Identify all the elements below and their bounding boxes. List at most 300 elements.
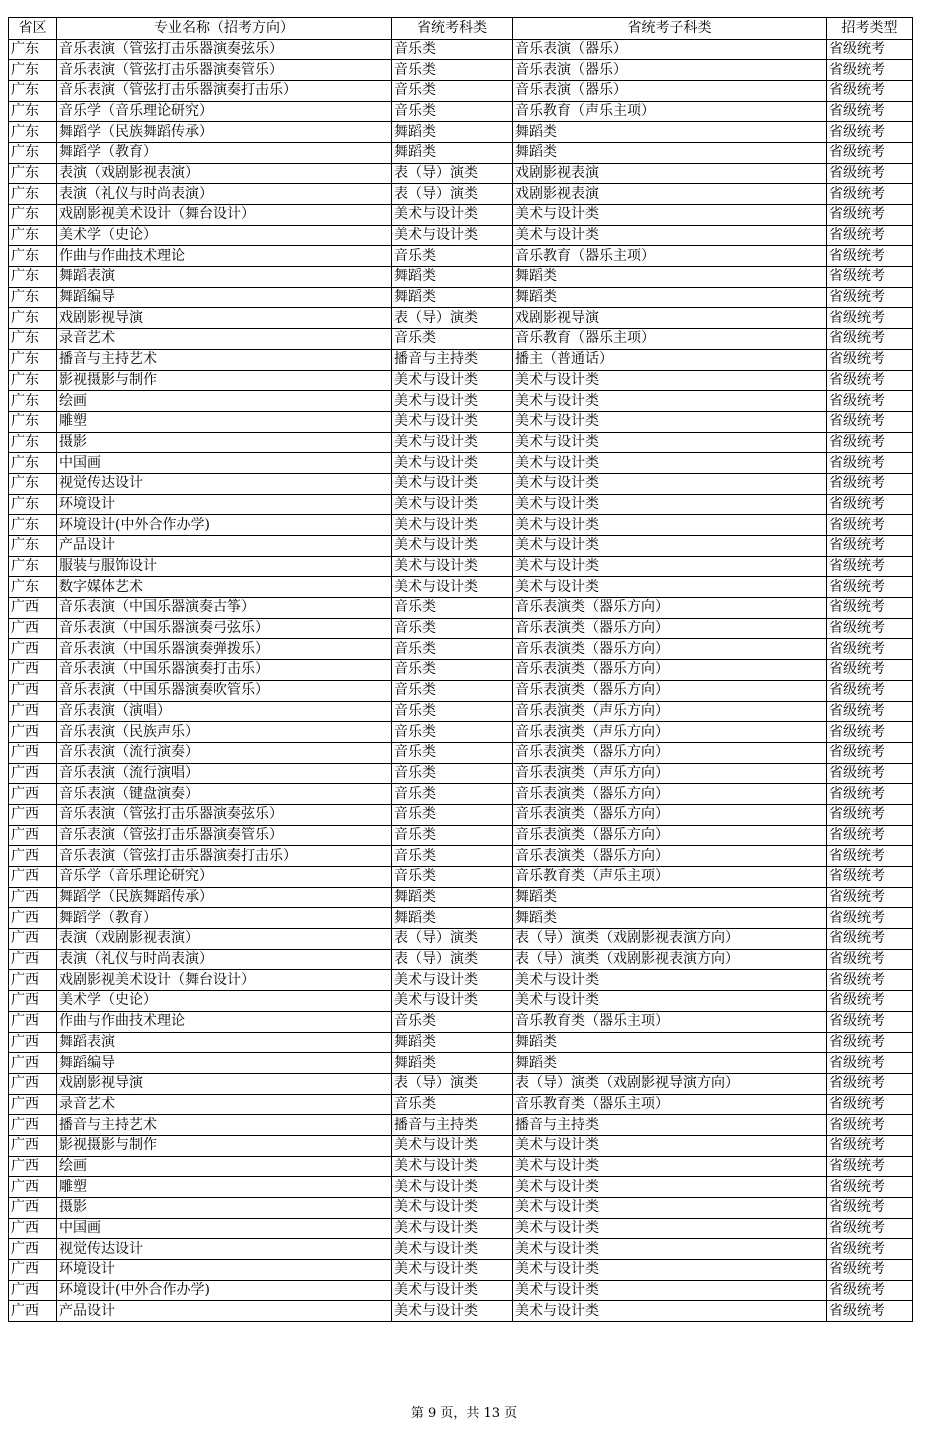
cell-exam-category: 音乐类 xyxy=(392,701,513,722)
cell-exam-category: 音乐类 xyxy=(392,825,513,846)
table-row xyxy=(9,287,913,308)
cell-admission-type: 省级统考 xyxy=(827,453,913,474)
cell-exam-category: 音乐类 xyxy=(392,60,513,81)
cell-province: 广东 xyxy=(9,577,57,598)
cell-province: 广东 xyxy=(9,267,57,288)
cell-admission-type: 省级统考 xyxy=(827,949,913,970)
cell-province: 广西 xyxy=(9,1156,57,1177)
cell-exam-subcategory: 美术与设计类 xyxy=(513,411,827,432)
cell-exam-category: 播音与主持类 xyxy=(392,1115,513,1136)
cell-exam-category: 播音与主持类 xyxy=(392,349,513,370)
cell-province: 广西 xyxy=(9,1239,57,1260)
cell-exam-subcategory: 戏剧影视表演 xyxy=(513,184,827,205)
cell-exam-category: 音乐类 xyxy=(392,804,513,825)
cell-major: 音乐学（音乐理论研究） xyxy=(57,867,392,888)
cell-province: 广西 xyxy=(9,1135,57,1156)
cell-major: 舞蹈表演 xyxy=(57,1032,392,1053)
table-row xyxy=(9,680,913,701)
cell-province: 广东 xyxy=(9,411,57,432)
cell-admission-type: 省级统考 xyxy=(827,411,913,432)
table-row xyxy=(9,205,913,226)
cell-major: 播音与主持艺术 xyxy=(57,1115,392,1136)
cell-admission-type: 省级统考 xyxy=(827,101,913,122)
cell-exam-subcategory: 美术与设计类 xyxy=(513,556,827,577)
cell-exam-category: 美术与设计类 xyxy=(392,1135,513,1156)
table-row xyxy=(9,60,913,81)
table-row xyxy=(9,908,913,929)
table-row xyxy=(9,1280,913,1301)
cell-province: 广西 xyxy=(9,660,57,681)
table-row xyxy=(9,246,913,267)
cell-exam-category: 美术与设计类 xyxy=(392,536,513,557)
cell-exam-subcategory: 播音与主持类 xyxy=(513,1115,827,1136)
table-row xyxy=(9,1053,913,1074)
table-row xyxy=(9,411,913,432)
cell-exam-category: 舞蹈类 xyxy=(392,267,513,288)
cell-province: 广西 xyxy=(9,804,57,825)
cell-province: 广西 xyxy=(9,763,57,784)
header-admission-type: 招考类型 xyxy=(827,18,913,40)
cell-province: 广西 xyxy=(9,1073,57,1094)
table-row xyxy=(9,1135,913,1156)
cell-exam-subcategory: 美术与设计类 xyxy=(513,1260,827,1281)
cell-admission-type: 省级统考 xyxy=(827,122,913,143)
cell-admission-type: 省级统考 xyxy=(827,618,913,639)
cell-exam-subcategory: 美术与设计类 xyxy=(513,1301,827,1322)
cell-province: 广东 xyxy=(9,515,57,536)
cell-exam-category: 音乐类 xyxy=(392,39,513,60)
cell-province: 广东 xyxy=(9,205,57,226)
cell-exam-category: 美术与设计类 xyxy=(392,411,513,432)
cell-province: 广西 xyxy=(9,1198,57,1219)
cell-exam-subcategory: 音乐表演类（器乐方向） xyxy=(513,804,827,825)
cell-exam-subcategory: 表（导）演类（戏剧影视表演方向） xyxy=(513,929,827,950)
table-row xyxy=(9,1177,913,1198)
cell-exam-category: 美术与设计类 xyxy=(392,1260,513,1281)
table-row xyxy=(9,225,913,246)
cell-exam-subcategory: 音乐表演类（器乐方向） xyxy=(513,742,827,763)
cell-exam-subcategory: 音乐表演类（器乐方向） xyxy=(513,598,827,619)
table-row xyxy=(9,660,913,681)
cell-province: 广东 xyxy=(9,556,57,577)
cell-major: 影视摄影与制作 xyxy=(57,370,392,391)
cell-admission-type: 省级统考 xyxy=(827,929,913,950)
cell-province: 广西 xyxy=(9,1177,57,1198)
cell-major: 舞蹈编导 xyxy=(57,1053,392,1074)
cell-admission-type: 省级统考 xyxy=(827,267,913,288)
cell-exam-subcategory: 音乐表演（器乐） xyxy=(513,39,827,60)
table-row xyxy=(9,80,913,101)
cell-admission-type: 省级统考 xyxy=(827,205,913,226)
cell-exam-category: 音乐类 xyxy=(392,660,513,681)
cell-exam-category: 音乐类 xyxy=(392,867,513,888)
cell-admission-type: 省级统考 xyxy=(827,1198,913,1219)
cell-exam-subcategory: 美术与设计类 xyxy=(513,970,827,991)
table-row xyxy=(9,618,913,639)
cell-exam-category: 美术与设计类 xyxy=(392,515,513,536)
cell-province: 广东 xyxy=(9,391,57,412)
cell-admission-type: 省级统考 xyxy=(827,370,913,391)
cell-admission-type: 省级统考 xyxy=(827,680,913,701)
cell-province: 广东 xyxy=(9,246,57,267)
table-row xyxy=(9,432,913,453)
cell-exam-category: 音乐类 xyxy=(392,763,513,784)
cell-major: 音乐表演（管弦打击乐器演奏管乐） xyxy=(57,60,392,81)
cell-exam-subcategory: 音乐教育（器乐主项） xyxy=(513,329,827,350)
table-row xyxy=(9,846,913,867)
table-row xyxy=(9,163,913,184)
cell-exam-category: 美术与设计类 xyxy=(392,1301,513,1322)
cell-exam-subcategory: 表（导）演类（戏剧影视表演方向） xyxy=(513,949,827,970)
cell-major: 雕塑 xyxy=(57,1177,392,1198)
cell-exam-category: 表（导）演类 xyxy=(392,949,513,970)
cell-major: 表演（戏剧影视表演） xyxy=(57,929,392,950)
cell-major: 视觉传达设计 xyxy=(57,473,392,494)
cell-exam-category: 表（导）演类 xyxy=(392,184,513,205)
cell-exam-subcategory: 音乐表演类（器乐方向） xyxy=(513,639,827,660)
cell-exam-subcategory: 美术与设计类 xyxy=(513,1280,827,1301)
cell-province: 广西 xyxy=(9,1280,57,1301)
cell-exam-category: 音乐类 xyxy=(392,846,513,867)
table-row xyxy=(9,991,913,1012)
cell-major: 音乐表演（管弦打击乐器演奏打击乐） xyxy=(57,846,392,867)
cell-major: 戏剧影视导演 xyxy=(57,1073,392,1094)
cell-exam-category: 舞蹈类 xyxy=(392,1032,513,1053)
cell-admission-type: 省级统考 xyxy=(827,867,913,888)
cell-exam-category: 舞蹈类 xyxy=(392,122,513,143)
cell-admission-type: 省级统考 xyxy=(827,1094,913,1115)
cell-province: 广西 xyxy=(9,701,57,722)
cell-province: 广东 xyxy=(9,184,57,205)
table-row xyxy=(9,536,913,557)
cell-exam-category: 音乐类 xyxy=(392,784,513,805)
cell-major: 音乐表演（中国乐器演奏古筝） xyxy=(57,598,392,619)
cell-admission-type: 省级统考 xyxy=(827,142,913,163)
cell-admission-type: 省级统考 xyxy=(827,80,913,101)
cell-exam-category: 美术与设计类 xyxy=(392,991,513,1012)
table-body xyxy=(9,39,913,1322)
cell-exam-category: 音乐类 xyxy=(392,742,513,763)
cell-exam-subcategory: 美术与设计类 xyxy=(513,453,827,474)
cell-admission-type: 省级统考 xyxy=(827,577,913,598)
cell-major: 音乐表演（中国乐器演奏弓弦乐） xyxy=(57,618,392,639)
table-row xyxy=(9,142,913,163)
cell-exam-category: 美术与设计类 xyxy=(392,1239,513,1260)
cell-major: 数字媒体艺术 xyxy=(57,577,392,598)
table-row xyxy=(9,804,913,825)
cell-exam-category: 美术与设计类 xyxy=(392,473,513,494)
cell-exam-subcategory: 音乐教育（声乐主项） xyxy=(513,101,827,122)
table-row xyxy=(9,370,913,391)
table-row xyxy=(9,1218,913,1239)
cell-major: 音乐表演（管弦打击乐器演奏管乐） xyxy=(57,825,392,846)
cell-major: 戏剧影视导演 xyxy=(57,308,392,329)
cell-major: 环境设计 xyxy=(57,494,392,515)
cell-province: 广西 xyxy=(9,618,57,639)
cell-admission-type: 省级统考 xyxy=(827,39,913,60)
table-row xyxy=(9,494,913,515)
cell-exam-category: 音乐类 xyxy=(392,639,513,660)
cell-major: 摄影 xyxy=(57,432,392,453)
cell-admission-type: 省级统考 xyxy=(827,825,913,846)
cell-admission-type: 省级统考 xyxy=(827,887,913,908)
cell-exam-subcategory: 音乐表演（器乐） xyxy=(513,60,827,81)
cell-exam-subcategory: 美术与设计类 xyxy=(513,1156,827,1177)
cell-major: 音乐学（音乐理论研究） xyxy=(57,101,392,122)
admissions-table xyxy=(8,17,913,1322)
cell-province: 广西 xyxy=(9,908,57,929)
cell-exam-subcategory: 美术与设计类 xyxy=(513,370,827,391)
table-row xyxy=(9,867,913,888)
cell-province: 广西 xyxy=(9,1260,57,1281)
cell-admission-type: 省级统考 xyxy=(827,722,913,743)
cell-admission-type: 省级统考 xyxy=(827,308,913,329)
cell-major: 产品设计 xyxy=(57,1301,392,1322)
cell-exam-category: 美术与设计类 xyxy=(392,432,513,453)
cell-major: 视觉传达设计 xyxy=(57,1239,392,1260)
cell-admission-type: 省级统考 xyxy=(827,246,913,267)
cell-admission-type: 省级统考 xyxy=(827,1280,913,1301)
cell-major: 舞蹈编导 xyxy=(57,287,392,308)
table-row xyxy=(9,763,913,784)
table-row xyxy=(9,184,913,205)
table-row xyxy=(9,1073,913,1094)
cell-major: 戏剧影视美术设计（舞台设计） xyxy=(57,205,392,226)
cell-exam-category: 舞蹈类 xyxy=(392,887,513,908)
cell-province: 广西 xyxy=(9,784,57,805)
cell-province: 广东 xyxy=(9,370,57,391)
cell-province: 广东 xyxy=(9,453,57,474)
cell-exam-subcategory: 舞蹈类 xyxy=(513,908,827,929)
cell-province: 广东 xyxy=(9,308,57,329)
table-row xyxy=(9,784,913,805)
cell-exam-subcategory: 美术与设计类 xyxy=(513,225,827,246)
cell-exam-subcategory: 播主（普通话） xyxy=(513,349,827,370)
cell-major: 作曲与作曲技术理论 xyxy=(57,1011,392,1032)
cell-exam-category: 音乐类 xyxy=(392,329,513,350)
cell-exam-category: 音乐类 xyxy=(392,80,513,101)
cell-major: 产品设计 xyxy=(57,536,392,557)
cell-exam-subcategory: 音乐表演类（器乐方向） xyxy=(513,680,827,701)
cell-exam-subcategory: 美术与设计类 xyxy=(513,536,827,557)
table-header-row xyxy=(9,18,913,40)
cell-exam-subcategory: 戏剧影视表演 xyxy=(513,163,827,184)
table-row xyxy=(9,1032,913,1053)
cell-admission-type: 省级统考 xyxy=(827,1239,913,1260)
cell-exam-subcategory: 音乐教育类（器乐主项） xyxy=(513,1011,827,1032)
cell-exam-category: 美术与设计类 xyxy=(392,205,513,226)
cell-exam-subcategory: 音乐表演类（器乐方向） xyxy=(513,825,827,846)
cell-exam-subcategory: 音乐表演类（声乐方向） xyxy=(513,701,827,722)
header-major: 专业名称（招考方向） xyxy=(57,18,392,40)
cell-exam-category: 音乐类 xyxy=(392,722,513,743)
cell-admission-type: 省级统考 xyxy=(827,639,913,660)
cell-admission-type: 省级统考 xyxy=(827,556,913,577)
cell-exam-category: 美术与设计类 xyxy=(392,1177,513,1198)
table-row xyxy=(9,122,913,143)
cell-major: 音乐表演（管弦打击乐器演奏打击乐） xyxy=(57,80,392,101)
cell-exam-category: 舞蹈类 xyxy=(392,908,513,929)
table-row xyxy=(9,391,913,412)
cell-province: 广东 xyxy=(9,349,57,370)
cell-province: 广东 xyxy=(9,142,57,163)
table-row xyxy=(9,453,913,474)
cell-major: 音乐表演（键盘演奏） xyxy=(57,784,392,805)
cell-major: 音乐表演（演唱） xyxy=(57,701,392,722)
cell-exam-category: 音乐类 xyxy=(392,598,513,619)
cell-province: 广东 xyxy=(9,80,57,101)
cell-admission-type: 省级统考 xyxy=(827,1218,913,1239)
cell-province: 广西 xyxy=(9,887,57,908)
cell-province: 广西 xyxy=(9,970,57,991)
cell-exam-category: 音乐类 xyxy=(392,101,513,122)
cell-major: 作曲与作曲技术理论 xyxy=(57,246,392,267)
table-row xyxy=(9,267,913,288)
cell-exam-category: 美术与设计类 xyxy=(392,225,513,246)
cell-exam-subcategory: 音乐表演类（器乐方向） xyxy=(513,660,827,681)
cell-admission-type: 省级统考 xyxy=(827,329,913,350)
cell-exam-subcategory: 美术与设计类 xyxy=(513,1198,827,1219)
table-row xyxy=(9,1156,913,1177)
cell-admission-type: 省级统考 xyxy=(827,391,913,412)
table-row xyxy=(9,722,913,743)
cell-province: 广西 xyxy=(9,846,57,867)
cell-admission-type: 省级统考 xyxy=(827,494,913,515)
cell-major: 音乐表演（中国乐器演奏弹拨乐） xyxy=(57,639,392,660)
cell-admission-type: 省级统考 xyxy=(827,515,913,536)
header-exam-category: 省统考科类 xyxy=(392,18,513,40)
table-row xyxy=(9,577,913,598)
cell-province: 广东 xyxy=(9,39,57,60)
cell-admission-type: 省级统考 xyxy=(827,784,913,805)
cell-exam-subcategory: 美术与设计类 xyxy=(513,515,827,536)
cell-major: 服装与服饰设计 xyxy=(57,556,392,577)
cell-admission-type: 省级统考 xyxy=(827,432,913,453)
cell-exam-category: 舞蹈类 xyxy=(392,1053,513,1074)
cell-exam-subcategory: 美术与设计类 xyxy=(513,1218,827,1239)
cell-admission-type: 省级统考 xyxy=(827,536,913,557)
cell-province: 广西 xyxy=(9,598,57,619)
cell-province: 广东 xyxy=(9,101,57,122)
cell-province: 广西 xyxy=(9,825,57,846)
cell-exam-subcategory: 美术与设计类 xyxy=(513,577,827,598)
cell-exam-subcategory: 美术与设计类 xyxy=(513,494,827,515)
cell-exam-subcategory: 舞蹈类 xyxy=(513,287,827,308)
cell-province: 广西 xyxy=(9,1094,57,1115)
cell-exam-subcategory: 音乐表演类（器乐方向） xyxy=(513,618,827,639)
cell-major: 音乐表演（中国乐器演奏吹管乐） xyxy=(57,680,392,701)
table-row xyxy=(9,39,913,60)
cell-major: 舞蹈学（教育） xyxy=(57,908,392,929)
header-province: 省区 xyxy=(9,18,57,40)
cell-province: 广东 xyxy=(9,432,57,453)
cell-admission-type: 省级统考 xyxy=(827,763,913,784)
cell-exam-subcategory: 美术与设计类 xyxy=(513,1135,827,1156)
cell-exam-subcategory: 音乐教育类（器乐主项） xyxy=(513,1094,827,1115)
cell-major: 美术学（史论） xyxy=(57,991,392,1012)
cell-major: 中国画 xyxy=(57,453,392,474)
cell-admission-type: 省级统考 xyxy=(827,908,913,929)
cell-exam-subcategory: 舞蹈类 xyxy=(513,1032,827,1053)
cell-major: 中国画 xyxy=(57,1218,392,1239)
cell-exam-category: 音乐类 xyxy=(392,1094,513,1115)
cell-major: 舞蹈学（教育） xyxy=(57,142,392,163)
cell-exam-subcategory: 美术与设计类 xyxy=(513,1177,827,1198)
cell-exam-subcategory: 舞蹈类 xyxy=(513,267,827,288)
table-row xyxy=(9,349,913,370)
cell-exam-subcategory: 舞蹈类 xyxy=(513,1053,827,1074)
cell-admission-type: 省级统考 xyxy=(827,225,913,246)
cell-major: 舞蹈表演 xyxy=(57,267,392,288)
cell-province: 广西 xyxy=(9,1218,57,1239)
table-row xyxy=(9,1094,913,1115)
cell-exam-category: 美术与设计类 xyxy=(392,577,513,598)
cell-admission-type: 省级统考 xyxy=(827,287,913,308)
cell-major: 音乐表演（流行演唱） xyxy=(57,763,392,784)
cell-major: 音乐表演（管弦打击乐器演奏弦乐） xyxy=(57,804,392,825)
cell-admission-type: 省级统考 xyxy=(827,1073,913,1094)
cell-exam-subcategory: 舞蹈类 xyxy=(513,122,827,143)
cell-exam-category: 表（导）演类 xyxy=(392,1073,513,1094)
cell-major: 环境设计 xyxy=(57,1260,392,1281)
cell-province: 广西 xyxy=(9,867,57,888)
cell-exam-category: 美术与设计类 xyxy=(392,970,513,991)
cell-exam-subcategory: 音乐教育（器乐主项） xyxy=(513,246,827,267)
table-row xyxy=(9,887,913,908)
cell-exam-subcategory: 表（导）演类（戏剧影视导演方向） xyxy=(513,1073,827,1094)
cell-exam-subcategory: 戏剧影视导演 xyxy=(513,308,827,329)
table-row xyxy=(9,556,913,577)
cell-major: 音乐表演（民族声乐） xyxy=(57,722,392,743)
cell-admission-type: 省级统考 xyxy=(827,846,913,867)
cell-major: 环境设计(中外合作办学) xyxy=(57,1280,392,1301)
cell-admission-type: 省级统考 xyxy=(827,163,913,184)
cell-admission-type: 省级统考 xyxy=(827,1301,913,1322)
cell-province: 广东 xyxy=(9,122,57,143)
table-row xyxy=(9,329,913,350)
cell-province: 广西 xyxy=(9,929,57,950)
cell-admission-type: 省级统考 xyxy=(827,60,913,81)
cell-major: 音乐表演（中国乐器演奏打击乐） xyxy=(57,660,392,681)
cell-major: 绘画 xyxy=(57,1156,392,1177)
cell-province: 广东 xyxy=(9,287,57,308)
table-row xyxy=(9,1301,913,1322)
cell-province: 广西 xyxy=(9,991,57,1012)
cell-admission-type: 省级统考 xyxy=(827,1032,913,1053)
cell-province: 广西 xyxy=(9,742,57,763)
table-row xyxy=(9,101,913,122)
cell-exam-category: 美术与设计类 xyxy=(392,1218,513,1239)
cell-exam-category: 美术与设计类 xyxy=(392,370,513,391)
cell-province: 广东 xyxy=(9,225,57,246)
cell-province: 广西 xyxy=(9,1115,57,1136)
table-row xyxy=(9,1011,913,1032)
cell-exam-category: 美术与设计类 xyxy=(392,391,513,412)
cell-admission-type: 省级统考 xyxy=(827,1011,913,1032)
cell-province: 广西 xyxy=(9,1053,57,1074)
cell-admission-type: 省级统考 xyxy=(827,1135,913,1156)
header-exam-subcategory: 省统考子科类 xyxy=(513,18,827,40)
cell-major: 录音艺术 xyxy=(57,1094,392,1115)
cell-admission-type: 省级统考 xyxy=(827,701,913,722)
table-row xyxy=(9,1239,913,1260)
cell-province: 广西 xyxy=(9,1301,57,1322)
cell-exam-subcategory: 美术与设计类 xyxy=(513,391,827,412)
cell-major: 表演（礼仪与时尚表演） xyxy=(57,184,392,205)
cell-admission-type: 省级统考 xyxy=(827,1260,913,1281)
cell-admission-type: 省级统考 xyxy=(827,804,913,825)
table-row xyxy=(9,825,913,846)
